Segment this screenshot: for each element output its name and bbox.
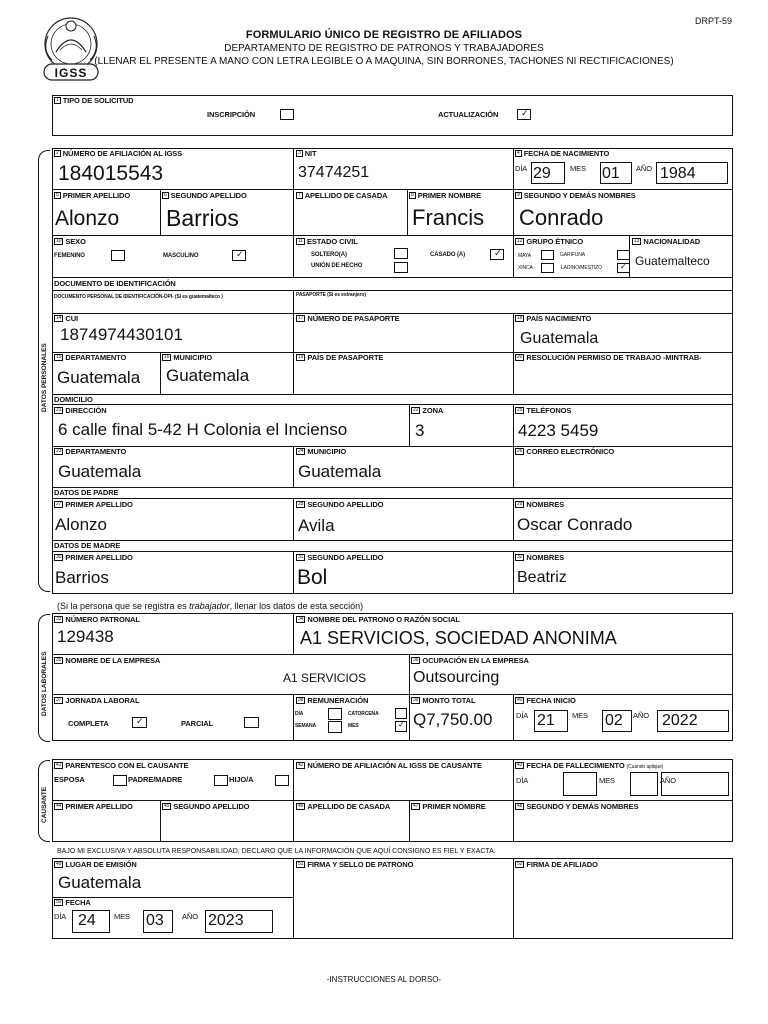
actualizacion-label: ACTUALIZACIÓN [438,110,499,119]
garifuna-checkbox[interactable] [617,250,630,260]
remuneracion-label: 38 REMUNERACIÓN [298,696,369,705]
check-icon: ✓ [521,108,529,118]
correo-label: 26 CORREO ELECTRÓNICO [517,447,615,456]
maya-label: MAYA [518,253,532,259]
maya-checkbox[interactable] [541,250,554,260]
personal-section-label: DATOS PERSONALES [41,343,48,412]
parcial-label: PARCIAL [181,719,214,728]
inicio-mes-label: MES [572,711,588,720]
completa-checkbox[interactable] [132,717,147,728]
primer-nombre-value[interactable]: Francis [412,205,485,230]
causante-segundo-nombre-label: 48 SEGUNDO Y DEMÁS NOMBRES [517,802,639,811]
jornada-label: 37 JORNADA LABORAL [56,696,140,705]
segundo-nombre-value[interactable]: Conrado [519,205,604,230]
declaracion: BAJO MI EXCLUSIVA Y ABSOLUTA RESPONSABILIDAD, DECLARO QUE LA INFORMACIÓN QUE AQUÍ CONSIGNO ES FIEL Y EXACTA. [57,848,496,855]
parentesco-label: 41 PARENTESCO CON EL CAUSANTE [56,761,189,770]
check-icon: ✓ [494,248,502,258]
segundo-apellido-value[interactable]: Barrios [166,205,239,231]
rem-mes-label: MES [348,723,359,729]
nacionalidad-label: 13 NACIONALIDAD [634,237,701,246]
fallecimiento-mes-label: MES [599,776,615,785]
nacimiento-dia-label: DÍA [515,164,528,173]
fallecimiento-dia-label: DÍA [516,776,529,785]
footer-instrucciones: -INSTRUCCIONES AL DORSO- [326,975,442,984]
segundo-apellido-label: 6 SEGUNDO APELLIDO [164,191,247,200]
soltero-checkbox[interactable] [394,248,408,259]
padre-madre-checkbox[interactable] [214,775,228,786]
zona-value[interactable]: 3 [415,421,425,440]
causante-apellido-casada-label: 46 APELLIDO DE CASADA [298,802,391,811]
madre-label: DATOS DE MADRE [54,541,121,550]
fecha-anio-value: 2023 [208,912,244,929]
pais-nacimiento-label: 18 PAÍS NACIMIENTO [517,314,592,323]
xinca-checkbox[interactable] [541,263,554,273]
departamento-label: 15 DEPARTAMENTO [56,353,127,362]
check-icon: ✓ [398,720,405,729]
madre-segundo-value[interactable]: Bol [297,566,328,589]
pasaporte-label: PASAPORTE (Si es extranjero) [296,292,366,298]
num-pasaporte-label: 17 NÚMERO DE PASAPORTE [298,314,400,323]
lugar-value[interactable]: Guatemala [58,873,142,892]
fallecimiento-anio-box[interactable] [661,772,729,796]
rem-dia-label: DÍA [295,711,304,717]
num-patronal-label: 33 NÚMERO PATRONAL [56,615,140,624]
rem-semana-checkbox[interactable] [328,721,342,733]
dom-municipio-label: 24 MUNICIPIO [298,447,347,456]
zona-label: 22 ZONA [413,406,444,415]
dom-departamento-label: 23 DEPARTAMENTO [56,447,127,456]
padre-segundo-value[interactable]: Avila [298,516,335,535]
municipio-label: 16 MUNICIPIO [164,353,213,362]
esposa-label: ESPOSA [54,775,85,784]
nacimiento-dia-value: 29 [533,165,551,182]
monto-label: 39 MONTO TOTAL [413,696,476,705]
inicio-anio-label: AÑO [633,711,649,720]
firma-patrono-label: 51 FIRMA Y SELLO DE PATRONO [298,860,414,869]
inicio-dia-value: 21 [537,712,555,729]
nit-label: 3 NIT [298,149,317,158]
domicilio-label: DOMICILIO [54,395,93,404]
nacimiento-mes-label: MES [570,164,586,173]
padre-label: DATOS DE PADRE [54,488,119,497]
nacimiento-anio-value: 1984 [660,165,696,182]
pais-nacimiento-value[interactable]: Guatemala [520,330,599,347]
ocupacion-value[interactable]: Outsourcing [413,669,500,686]
ladino-label: LADINO/MESTIZO [561,265,602,271]
fecha-mes-label: MES [114,912,130,921]
union-checkbox[interactable] [394,262,408,273]
nacimiento-label: 4 FECHA DE NACIMIENTO [517,149,610,158]
municipio-value[interactable]: Guatemala [166,366,250,385]
pais-pasaporte-label: 19 PAÍS DE PASAPORTE [298,353,384,362]
causante-primer-apellido-label: 44 PRIMER APELLIDO [56,802,133,811]
direccion-label: 21 DIRECCIÓN [56,406,107,415]
resolucion-label: 20 RESOLUCIÓN PERMISO DE TRABAJO -MINTRAB- [517,353,702,362]
direccion-value[interactable]: 6 calle final 5-42 H Colonia el Incienso [58,420,348,439]
nacimiento-mes-value: 01 [602,165,620,182]
ocupacion-label: 36 OCUPACIÓN EN LA EMPRESA [413,656,529,665]
logo-text: IGSS [54,66,88,80]
dpi-label: DOCUMENTO PERSONAL DE IDENTIFICACIÓN-DPI- (Si es guatemalteco ) [54,294,223,300]
ladino-checkbox[interactable] [617,263,630,273]
inscripcion-label: INSCRIPCIÓN [207,110,256,119]
xinca-label: XINCA [518,265,533,271]
fecha-dia-label: DÍA [54,912,67,921]
femenino-checkbox[interactable] [111,250,125,261]
fecha-anio-label: AÑO [182,912,198,921]
form-title: FORMULARIO ÚNICO DE REGISTRO DE AFILIADOS [245,29,523,41]
empresa-label: 35 NOMBRE DE LA EMPRESA [56,656,161,665]
empresa-value[interactable]: A1 SERVICIOS [283,671,367,685]
causante-primer-nombre-label: 47 PRIMER NOMBRE [413,802,486,811]
rem-dia-checkbox[interactable] [328,708,342,720]
causante-segundo-apellido-label: 45 SEGUNDO APELLIDO [164,802,250,811]
razon-social-label: 34 NOMBRE DEL PATRONO O RAZÓN SOCIAL [298,615,460,624]
inicio-dia-label: DÍA [516,711,529,720]
inscripcion-checkbox[interactable] [280,109,294,120]
form-subtitle: DEPARTAMENTO DE REGISTRO DE PATRONOS Y TRABAJADORES [224,43,544,54]
casado-label: CASADO (A) [430,252,465,258]
tipo-solicitud-box [52,95,733,136]
rem-catorcena-label: CATORCENA [348,711,379,717]
casado-checkbox[interactable] [490,249,504,260]
padre-primer-label: 27 PRIMER APELLIDO [56,500,133,509]
fallecimiento-dia-box[interactable] [563,772,597,796]
union-label: UNIÓN DE HECHO [311,263,363,269]
madre-segundo-label: 31 SEGUNDO APELLIDO [298,553,384,562]
cui-label: 14 CUI [56,314,78,323]
soltero-label: SOLTERO(A) [311,252,347,258]
causante-section-label: CAUSANTE [41,786,48,823]
nit-value[interactable]: 37474251 [298,164,370,181]
firma-patrono-area[interactable] [295,872,511,937]
inicio-anio-value: 2022 [662,712,698,729]
afiliacion-label: 2 NÚMERO DE AFILIACIÓN AL IGSS [56,149,183,158]
parcial-checkbox[interactable] [244,717,259,728]
fecha-mes-value: 03 [146,912,164,929]
dom-municipio-value[interactable]: Guatemala [298,462,382,481]
razon-social-value[interactable]: A1 SERVICIOS, SOCIEDAD ANONIMA [300,628,617,648]
garifuna-label: GARIFUNA [560,252,586,258]
nacimiento-anio-label: AÑO [636,164,652,173]
check-icon: ✓ [136,716,144,726]
primer-apellido-label: 5 PRIMER APELLIDO [56,191,131,200]
laboral-note: (Si la persona que se registra es trabajador, llenar los datos de esta sección) [57,601,364,611]
doc-identificacion-label: DOCUMENTO DE IDENTIFICACIÓN [54,279,176,288]
lugar-label: 49 LUGAR DE EMISIÓN [56,860,137,869]
fallecimiento-label: 43 FECHA DE FALLECIMIENTO (Cuando aplique) [517,761,664,770]
laboral-section-label: DATOS LABORALES [41,651,48,716]
monto-value[interactable]: Q7,750.00 [413,710,493,729]
esposa-checkbox[interactable] [113,775,127,786]
check-icon: ✓ [236,249,244,259]
firma-afiliado-label: 52 FIRMA DE AFILIADO [517,860,598,869]
hijo-checkbox[interactable] [275,775,289,786]
padre-segundo-label: 28 SEGUNDO APELLIDO [298,500,384,509]
padre-nombres-value[interactable]: Oscar Conrado [517,515,633,534]
inicio-mes-value: 02 [605,712,623,729]
departamento-value[interactable]: Guatemala [57,368,141,387]
madre-primer-value[interactable]: Barrios [55,568,109,587]
primer-nombre-label: 8 PRIMER NOMBRE [411,191,481,200]
check-icon: ✓ [620,262,627,271]
num-patronal-value[interactable]: 129438 [57,627,114,646]
estado-civil-label: 11 ESTADO CIVIL [298,237,358,246]
tipo-solicitud-label: 1 TIPO DE SOLICITUD [56,96,134,105]
masculino-checkbox[interactable] [232,250,246,261]
rem-catorcena-checkbox[interactable] [395,708,407,719]
rem-mes-checkbox[interactable] [395,721,407,732]
padre-primer-value[interactable]: Alonzo [55,515,107,534]
form-instruction: (LLENAR EL PRESENTE A MANO CON LETRA LEGIBLE O A MAQUINA, SIN BORRONES, TACHONES NI RECTIFICACIONES) [94,56,674,67]
grupo-etnico-label: 12 GRUPO ÉTNICO [517,237,584,246]
fecha-dia-value: 24 [78,912,96,929]
firma-afiliado-area[interactable] [515,872,731,937]
doc-code: DRPT-59 [694,16,732,26]
madre-nombres-label: 32 NOMBRES [517,553,565,562]
fallecimiento-mes-box[interactable] [630,772,658,796]
primer-apellido-value[interactable]: Alonzo [55,207,120,230]
causante-afiliacion-label: 42 NÚMERO DE AFILIACIÓN AL IGSS DE CAUSANTE [298,761,482,770]
padre-nombres-label: 29 NOMBRES [517,500,565,509]
dom-departamento-value[interactable]: Guatemala [58,462,142,481]
telefonos-label: 25 TELÉFONOS [517,406,572,415]
fecha-label: 50 FECHA [56,898,91,907]
actualizacion-checkbox[interactable] [517,109,531,120]
rem-semana-label: SEMANA [295,723,317,729]
madre-primer-label: 30 PRIMER APELLIDO [56,553,133,562]
padre-madre-label: PADRE/MADRE [128,775,183,784]
fallecimiento-anio-label: AÑO [660,776,676,785]
completa-label: COMPLETA [68,719,109,728]
nacionalidad-value[interactable]: Guatemalteco [635,254,710,268]
telefonos-value[interactable]: 4223 5459 [518,421,599,440]
hijo-label: HIJO/A [229,775,254,784]
cui-value[interactable]: 1874974430101 [60,325,183,344]
inicio-label: 40 FECHA INICIO [517,696,576,705]
femenino-label: FEMENINO [54,253,85,259]
madre-nombres-value[interactable]: Beatriz [517,569,567,586]
sexo-label: 10 SEXO [56,237,86,246]
masculino-label: MASCULINO [163,253,199,259]
segundo-nombre-label: 9 SEGUNDO Y DEMÁS NOMBRES [517,191,636,200]
apellido-casada-label: 7 APELLIDO DE CASADA [298,191,388,200]
afiliacion-value[interactable]: 184015543 [58,162,164,185]
